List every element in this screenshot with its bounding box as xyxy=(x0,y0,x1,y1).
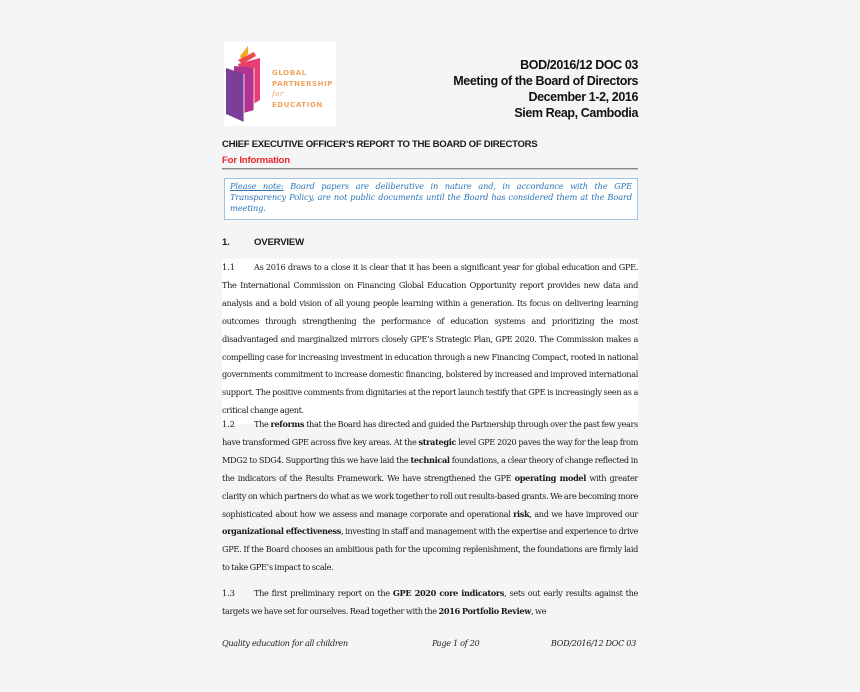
paragraph-text: , we xyxy=(530,605,547,616)
page-footer xyxy=(222,638,638,652)
emphasis-core-indicators: GPE 2020 core indicators xyxy=(392,588,505,598)
meeting-date: December 1-2, 2016 xyxy=(528,90,638,104)
emphasis-reforms: reforms xyxy=(270,419,305,429)
paragraph-text: , and we have improved our xyxy=(529,508,638,519)
emphasis-operating-model: operating model xyxy=(514,472,587,483)
meeting-location: Siem Reap, Cambodia xyxy=(514,106,638,120)
paragraph-1-1 xyxy=(222,259,638,424)
report-title: CHIEF EXECUTIVE OFFICER’S REPORT TO THE BOARD OF DIRECTORS xyxy=(222,139,538,150)
section-title: OVERVIEW xyxy=(254,237,304,248)
paragraph-number: 1.1 xyxy=(222,262,236,272)
paragraph-number: 1.2 xyxy=(222,419,236,429)
logo-wordmark xyxy=(272,68,336,110)
emphasis-organizational-effectiveness: organizational effectiveness xyxy=(222,526,341,537)
paragraph-text: The first preliminary report on the xyxy=(254,588,393,598)
paragraph-text: that the Board has directed and guided the Partnership through over the past few years have transformed GPE across five key areas. At the xyxy=(222,419,638,447)
paragraph-text: , sets out early results against the targets we have set for ourselves. Read together with the xyxy=(222,588,638,616)
footer-tagline: Quality education for all children xyxy=(222,638,348,648)
meeting-title: Meeting of the Board of Directors xyxy=(453,74,638,88)
paragraph-1-3 xyxy=(222,585,638,621)
note-label: Please note: xyxy=(230,181,284,191)
document-page xyxy=(222,0,638,692)
paragraph-text: foundations, a clear theory of change reflected in the indicators of the Results Framework. We have strengthened the GPE xyxy=(222,454,638,483)
emphasis-technical: technical xyxy=(410,454,450,465)
paragraph-text: , investing in staff and management with the expertise and experience to drive GPE. If the Board chooses an ambitious path for the upcoming replenishment, the foundations are firmly laid to take GPE’s impact to scale. xyxy=(222,526,638,573)
paragraph-number: 1.3 xyxy=(222,588,236,598)
section-number: 1. xyxy=(222,237,230,248)
gpe-logo xyxy=(224,42,336,126)
transparency-note xyxy=(224,178,638,220)
logo-line-1: GLOBAL xyxy=(272,69,307,77)
logo-for: for xyxy=(272,90,284,98)
logo-line-3 xyxy=(272,89,336,110)
paragraph-text: As 2016 draws to a close it is clear that it has been a significant year for global education and GPE. The International Commission on Financing Global Education Opportunity report provides new data and analysis and a bold vision of all young people learning within a generation. Its focus on delivering learning outcomes through strengthening the performance of education systems and prioritizing the most disadvantaged and marginalized mirrors closely GPE’s Strategic Plan, GPE 2020. The Commission makes a compelling case for increasing investment in education through a new Financing Compact, rooted in national governments commitment to increase domestic financing, bolstered by increased and improved international support. The positive comments from dignitaries at the report launch testify that GPE is increasingly seen as a critical change agent. xyxy=(222,262,638,416)
footer-doc-id: BOD/2016/12 DOC 03 xyxy=(550,638,636,648)
emphasis-portfolio-review: 2016 Portfolio Review xyxy=(438,605,531,616)
document-header xyxy=(453,57,638,121)
logo-education: EDUCATION xyxy=(272,100,323,109)
note-text: Board papers are deliberative in nature and, in accordance with the GPE Transparency Policy, are not public documents until the Board has considered them at the Board meeting. xyxy=(230,181,632,213)
for-information-label: For Information xyxy=(222,155,290,166)
doc-id: BOD/2016/12 DOC 03 xyxy=(520,58,638,72)
footer-page-number: Page 1 of 20 xyxy=(432,638,480,648)
paragraph-text: The xyxy=(254,419,271,429)
book-icon xyxy=(226,44,270,124)
emphasis-strategic: strategic xyxy=(418,436,457,447)
logo-line-2: PARTNERSHIP xyxy=(272,79,334,88)
paragraph-text: with greater clarity on which partners do what as we work together to roll out results-based grants. We are becoming more sophisticated about how we assess and manage corporate and operational xyxy=(222,472,638,519)
section-heading-overview xyxy=(222,237,304,248)
emphasis-risk: risk xyxy=(513,508,530,519)
header-divider xyxy=(222,168,638,170)
paragraph-1-2 xyxy=(222,416,638,577)
paragraph-text: level GPE 2020 paves the way for the leap from MDG2 to SDG4. Supporting this we have laid the xyxy=(222,436,638,465)
